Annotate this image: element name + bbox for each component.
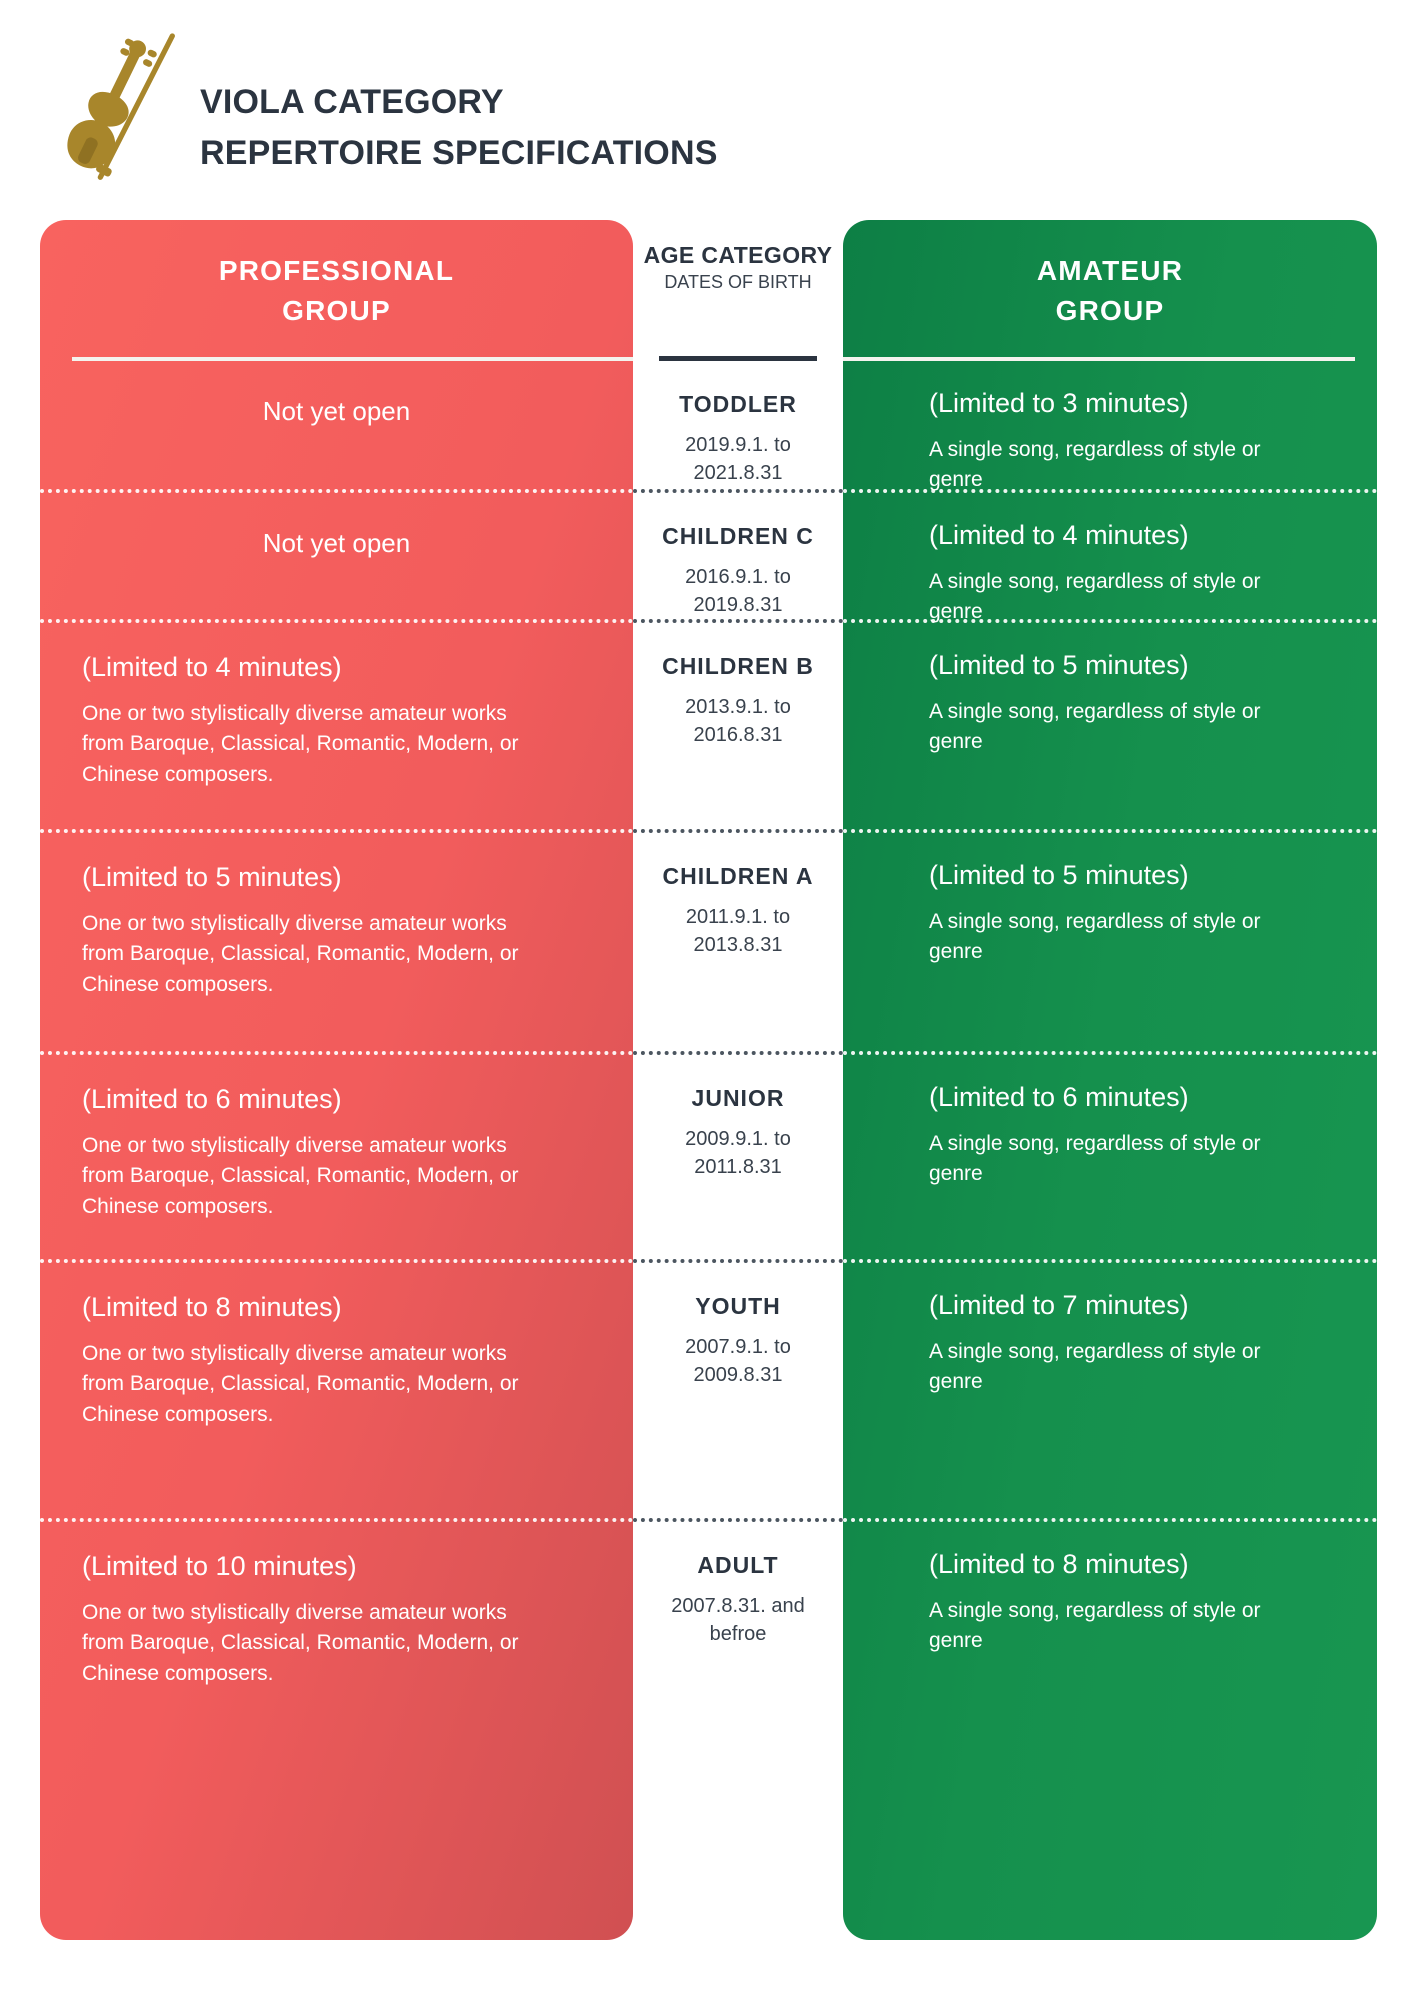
- limit-heading: (Limited to 8 minutes): [929, 1549, 1189, 1579]
- age-label: CHILDREN A: [662, 863, 814, 889]
- amateur-cell: [843, 833, 1377, 1055]
- age-subheading: DATES OF BIRTH: [664, 272, 812, 292]
- limit-heading: (Limited to 6 minutes): [82, 1084, 342, 1114]
- repertoire-text: A single song, regardless of style or genre: [929, 909, 1261, 964]
- repertoire-text: One or two stylistically diverse amateur works from Baroque, Classical, Romantic, Modern, or Chinese composers.: [82, 1600, 519, 1686]
- viola-icon: [48, 28, 176, 196]
- age-heading: AGE CATEGORY: [643, 242, 833, 268]
- age-category-header: [633, 220, 843, 361]
- amateur-cell: [843, 1263, 1377, 1522]
- limit-heading: (Limited to 4 minutes): [82, 652, 342, 682]
- professional-cell: [40, 623, 633, 833]
- amateur-group-header: [843, 220, 1377, 361]
- professional-cell: [40, 1522, 633, 1940]
- amateur-cell: [843, 1522, 1377, 1940]
- professional-cell: [40, 833, 633, 1055]
- age-cell: [633, 361, 843, 493]
- repertoire-text: A single song, regardless of style or genre: [929, 699, 1261, 754]
- page-title: [200, 77, 718, 179]
- age-dates: 2019.9.1. to 2021.8.31: [685, 434, 791, 485]
- page-title-line2: REPERTOIRE SPECIFICATIONS: [200, 133, 718, 172]
- professional-status: Not yet open: [262, 396, 411, 426]
- amateur-cell: [843, 623, 1377, 833]
- professional-cell: [40, 1055, 633, 1263]
- professional-cell: [40, 1263, 633, 1522]
- repertoire-text: One or two stylistically diverse amateur works from Baroque, Classical, Romantic, Modern, or Chinese composers.: [82, 1341, 519, 1427]
- limit-heading: (Limited to 3 minutes): [929, 388, 1189, 418]
- professional-heading-line1: PROFESSIONAL: [218, 255, 455, 287]
- repertoire-text: One or two stylistically diverse amateur works from Baroque, Classical, Romantic, Modern, or Chinese composers.: [82, 1133, 519, 1219]
- professional-heading-line2: GROUP: [282, 294, 391, 326]
- amateur-cell: [843, 361, 1377, 493]
- age-dates: 2011.9.1. to 2013.8.31: [685, 906, 791, 957]
- age-cell: [633, 1263, 843, 1522]
- age-label: CHILDREN B: [662, 653, 814, 679]
- amateur-heading-line2: GROUP: [1055, 294, 1165, 326]
- age-dates: 2007.9.1. to 2009.8.31: [685, 1336, 791, 1387]
- age-label: JUNIOR: [691, 1085, 785, 1111]
- limit-heading: (Limited to 5 minutes): [929, 650, 1189, 680]
- age-dates: 2007.8.31. and befroe: [671, 1595, 805, 1646]
- limit-heading: (Limited to 7 minutes): [929, 1290, 1189, 1320]
- limit-heading: (Limited to 8 minutes): [82, 1292, 342, 1322]
- amateur-cell: [843, 1055, 1377, 1263]
- professional-group-column: [40, 220, 633, 1940]
- limit-heading: (Limited to 5 minutes): [82, 862, 342, 892]
- age-dates: 2009.9.1. to 2011.8.31: [685, 1128, 791, 1179]
- limit-heading: (Limited to 6 minutes): [929, 1082, 1189, 1112]
- repertoire-text: A single song, regardless of style or genre: [929, 1598, 1261, 1653]
- age-label: TODDLER: [679, 391, 797, 417]
- amateur-group-column: [843, 220, 1377, 1940]
- age-dates: 2013.9.1. to 2016.8.31: [685, 696, 791, 747]
- amateur-cell: [843, 493, 1377, 623]
- age-label: YOUTH: [695, 1293, 781, 1319]
- repertoire-text: A single song, regardless of style or genre: [929, 569, 1261, 624]
- repertoire-text: One or two stylistically diverse amateur works from Baroque, Classical, Romantic, Modern, or Chinese composers.: [82, 911, 519, 997]
- age-label: ADULT: [697, 1552, 779, 1578]
- repertoire-spec-table: [40, 220, 1377, 1940]
- limit-heading: (Limited to 10 minutes): [82, 1551, 357, 1581]
- age-cell: [633, 833, 843, 1055]
- amateur-heading-line1: AMATEUR: [1036, 255, 1184, 287]
- repertoire-text: A single song, regardless of style or genre: [929, 1131, 1261, 1186]
- age-category-column: [633, 220, 843, 1940]
- repertoire-text: A single song, regardless of style or genre: [929, 437, 1261, 492]
- age-cell: [633, 1522, 843, 1940]
- repertoire-text: One or two stylistically diverse amateur works from Baroque, Classical, Romantic, Modern, or Chinese composers.: [82, 701, 519, 787]
- age-cell: [633, 623, 843, 833]
- professional-cell: [40, 493, 633, 623]
- professional-cell: [40, 361, 633, 493]
- professional-group-header: [40, 220, 633, 361]
- age-dates: 2016.9.1. to 2019.8.31: [685, 566, 791, 617]
- professional-status: Not yet open: [262, 528, 411, 558]
- age-label: CHILDREN C: [662, 523, 814, 549]
- age-cell: [633, 493, 843, 623]
- repertoire-text: A single song, regardless of style or genre: [929, 1339, 1261, 1394]
- age-cell: [633, 1055, 843, 1263]
- limit-heading: (Limited to 5 minutes): [929, 860, 1189, 890]
- page-title-line1: VIOLA CATEGORY: [200, 82, 504, 121]
- limit-heading: (Limited to 4 minutes): [929, 520, 1189, 550]
